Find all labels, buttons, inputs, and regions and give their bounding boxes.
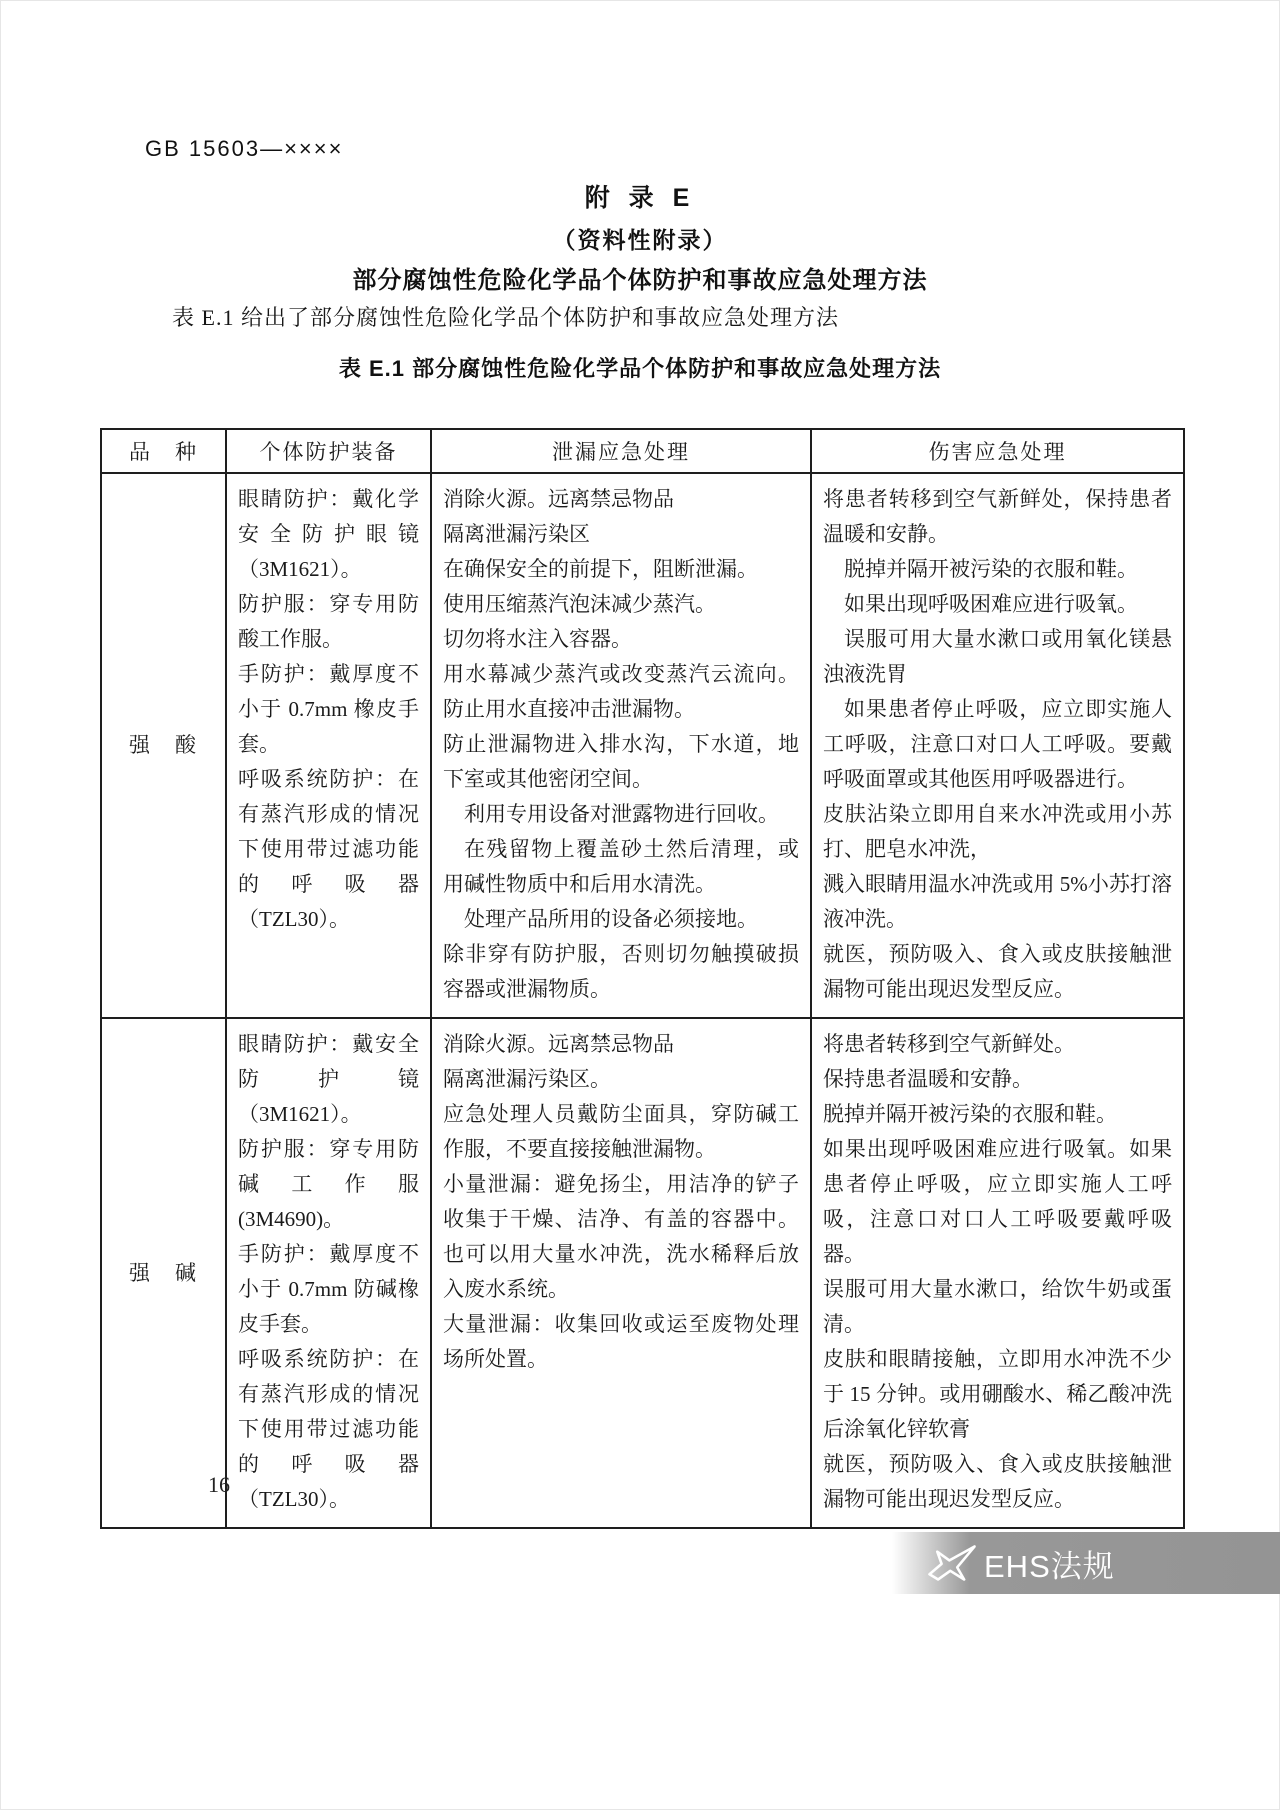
- cell-paragraph: 误服可用大量水漱口或用氧化镁悬浊液洗胃: [823, 627, 1172, 686]
- cell-paragraph: 就医，预防吸入、食入或皮肤接触泄漏物可能出现迟发型反应。: [823, 942, 1172, 1001]
- cell-paragraph: 在残留物上覆盖砂土然后清理，或用碱性物质中和后用水清洗。: [443, 837, 799, 896]
- leak-emergency-cell: [431, 473, 811, 1018]
- injury-emergency-cell: [811, 1018, 1184, 1528]
- table-body: [101, 473, 1184, 1528]
- table-row: [101, 473, 1184, 1018]
- cell-paragraph: 大量泄漏：收集回收或运至废物处理场所处置。: [443, 1312, 799, 1371]
- cell-paragraph: 防护服：穿专用防碱工作服(3M4690)。: [238, 1137, 419, 1231]
- protection-cell: [226, 1018, 431, 1528]
- cell-paragraph: 脱掉并隔开被污染的衣服和鞋。: [844, 557, 1138, 581]
- appendix-title: 部分腐蚀性危险化学品个体防护和事故应急处理方法: [352, 267, 928, 294]
- table-row: [101, 1018, 1184, 1528]
- cell-paragraph: 切勿将水注入容器。: [443, 627, 632, 651]
- dove-logo-icon: [926, 1541, 978, 1585]
- cell-paragraph: 应急处理人员戴防尘面具，穿防碱工作服，不要直接接触泄漏物。: [443, 1102, 799, 1161]
- cell-paragraph: 消除火源。远离禁忌物品: [443, 1032, 674, 1056]
- cell-paragraph: 呼吸系统防护：在有蒸汽形成的情况下使用带过滤功能的呼吸器（TZL30）。: [238, 767, 419, 931]
- cell-paragraph: 误服可用大量水漱口，给饮牛奶或蛋清。: [823, 1277, 1172, 1336]
- cell-paragraph: 皮肤和眼睛接触，立即用水冲洗不少于 15 分钟。或用硼酸水、稀乙酸冲洗后涂氧化锌软膏: [823, 1347, 1172, 1441]
- cell-paragraph: 在确保安全的前提下，阻断泄漏。: [443, 557, 758, 581]
- cell-paragraph: 防护服：穿专用防酸工作服。: [238, 592, 419, 651]
- cell-paragraph: 除非穿有防护服，否则切勿触摸破损容器或泄漏物质。: [443, 942, 799, 1001]
- cell-paragraph: 小量泄漏：避免扬尘，用洁净的铲子收集于干燥、洁净、有盖的容器中。也可以用大量水冲洗，洗水稀释后放入废水系统。: [443, 1172, 799, 1301]
- cell-paragraph: 防止泄漏物进入排水沟，下水道，地下室或其他密闭空间。: [443, 732, 799, 791]
- cell-paragraph: 脱掉并隔开被污染的衣服和鞋。: [823, 1102, 1117, 1126]
- watermark-bar: [892, 1532, 1280, 1594]
- cell-paragraph: 处理产品所用的设备必须接地。: [464, 907, 758, 931]
- cell-paragraph: 溅入眼睛用温水冲洗或用 5%小苏打溶液冲洗。: [823, 872, 1172, 931]
- species-cell: 强 酸: [101, 473, 226, 1018]
- watermark-label: EHS法规: [984, 1548, 1115, 1584]
- cell-paragraph: 将患者转移到空气新鲜处，保持患者温暖和安静。: [823, 487, 1172, 546]
- column-header-protection: 个体防护装备: [226, 429, 431, 473]
- injury-emergency-cell: [811, 473, 1184, 1018]
- table-e1: [100, 428, 1185, 1529]
- cell-paragraph: 呼吸系统防护：在有蒸汽形成的情况下使用带过滤功能的呼吸器（TZL30）。: [238, 1347, 419, 1511]
- standard-code: GB 15603—××××: [145, 136, 344, 161]
- cell-paragraph: 如果出现呼吸困难应进行吸氧。: [844, 592, 1138, 616]
- cell-paragraph: 隔离泄漏污染区: [443, 522, 590, 546]
- appendix-subheading: （资料性附录）: [552, 227, 728, 253]
- cell-paragraph: 隔离泄漏污染区。: [443, 1067, 611, 1091]
- cell-paragraph: 手防护：戴厚度不小于 0.7mm 橡皮手套。: [238, 662, 419, 756]
- column-header-injury: 伤害应急处理: [811, 429, 1184, 473]
- species-cell: 强 碱: [101, 1018, 226, 1528]
- cell-paragraph: 保持患者温暖和安静。: [823, 1067, 1033, 1091]
- leak-emergency-cell: [431, 1018, 811, 1528]
- column-header-species: 品 种: [101, 429, 226, 473]
- cell-paragraph: 眼睛防护：戴化学安全防护眼镜（3M1621）。: [238, 487, 419, 581]
- cell-paragraph: 如果患者停止呼吸，应立即实施人工呼吸，注意口对口人工呼吸。要戴呼吸面罩或其他医用呼吸器进行。: [823, 697, 1172, 791]
- table-caption: 表 E.1 部分腐蚀性危险化学品个体防护和事故应急处理方法: [338, 356, 942, 381]
- cell-paragraph: 眼睛防护：戴安全防护镜（3M1621）。: [238, 1032, 419, 1126]
- cell-paragraph: 皮肤沾染立即用自来水冲洗或用小苏打、肥皂水冲洗，: [823, 802, 1172, 861]
- table-header-row: [101, 429, 1184, 473]
- cell-paragraph: 用水幕减少蒸汽或改变蒸汽云流向。防止用水直接冲击泄漏物。: [443, 662, 799, 721]
- cell-paragraph: 就医，预防吸入、食入或皮肤接触泄漏物可能出现迟发型反应。: [823, 1452, 1172, 1511]
- appendix-heading: 附 录 E: [584, 184, 696, 212]
- cell-paragraph: 手防护：戴厚度不小于 0.7mm 防碱橡皮手套。: [238, 1242, 419, 1336]
- cell-paragraph: 利用专用设备对泄露物进行回收。: [464, 802, 779, 826]
- cell-paragraph: 使用压缩蒸汽泡沫减少蒸汽。: [443, 592, 716, 616]
- protection-cell: [226, 473, 431, 1018]
- cell-paragraph: 消除火源。远离禁忌物品: [443, 487, 674, 511]
- cell-paragraph: 如果出现呼吸困难应进行吸氧。如果患者停止呼吸，应立即实施人工呼吸，注意口对口人工呼吸要戴呼吸器。: [823, 1137, 1172, 1266]
- column-header-leak: 泄漏应急处理: [431, 429, 811, 473]
- intro-paragraph: 表 E.1 给出了部分腐蚀性危险化学品个体防护和事故应急处理方法: [172, 305, 839, 330]
- cell-paragraph: 将患者转移到空气新鲜处。: [823, 1032, 1075, 1056]
- page-number: 16: [208, 1472, 230, 1497]
